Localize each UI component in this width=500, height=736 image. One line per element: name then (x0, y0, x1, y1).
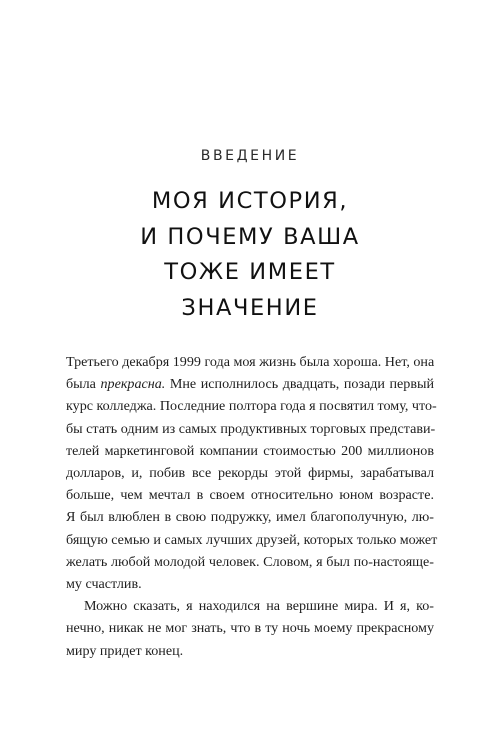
text-line (66, 373, 434, 395)
text-line: больше, чем мечтал в своем относительно юном возрасте. (66, 487, 434, 504)
paragraph-1 (66, 351, 438, 595)
chapter-title-line: МОЯ ИСТОРИЯ, (151, 188, 349, 214)
text-line: миру придет конец. (66, 642, 184, 659)
text-line: Третьего декабря 1999 года моя жизнь была хороша. Нет, она (66, 354, 435, 370)
text-line: Можно сказать, я находился на вершине мира. И я, ко- (84, 598, 434, 615)
text-line: му счастлив. (66, 576, 142, 593)
paragraph-2 (66, 595, 434, 662)
text-line: курс колледжа. Последние полтора года я посвятил тому, что- (66, 398, 437, 415)
body-text (66, 351, 438, 662)
text-segment: была (66, 376, 101, 393)
section-label: ВВЕДЕНИЕ (200, 148, 300, 164)
chapter-title-line: ТОЖЕ ИМЕЕТ (164, 259, 336, 285)
text-line: Я был влюблен в свою подружку, имел благополучную, лю- (66, 509, 434, 526)
chapter-title-line: ЗНАЧЕНИЕ (181, 294, 319, 321)
text-line: нечно, никак не мог знать, что в ту ночь моему прекрасному (66, 620, 434, 637)
chapter-title-line: И ПОЧЕМУ ВАША (140, 223, 360, 250)
text-line: желать любой молодой человек. Словом, я был по-настояще- (66, 553, 434, 570)
text-line: телей маркетинговой компании стоимостью 200 миллионов (66, 442, 434, 459)
text-segment: Мне исполнилось двадцать, позади первый (165, 376, 435, 393)
text-line: долларов, и, побив все рекорды этой фирмы, зарабатывал (66, 465, 434, 482)
chapter-title (0, 184, 500, 326)
emphasis-text: прекрасна. (100, 376, 166, 393)
text-line: бящую семью и самых лучших друзей, которых только может (66, 531, 438, 548)
text-line: бы стать одним из самых продуктивных торговых представи- (66, 420, 436, 437)
